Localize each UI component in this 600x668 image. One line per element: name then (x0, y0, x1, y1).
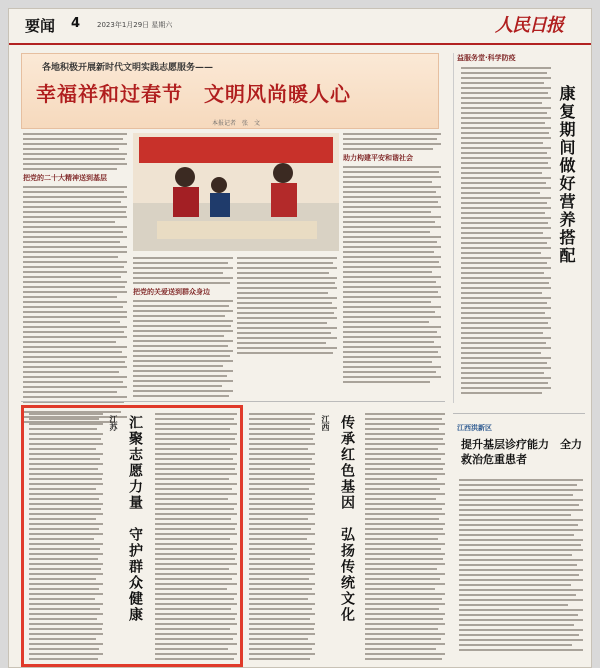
issue-date: 2023年1月29日 星期六 (97, 21, 173, 29)
lead-text-column-4 (343, 133, 441, 386)
section-divider (21, 401, 445, 402)
right-column-title: 益服务堂·科学防疫 (457, 54, 516, 62)
jiangxi-region-label: 江西 (321, 415, 331, 431)
lead-subhead-2: 把党的关爱送到群众身边 (133, 288, 210, 296)
lead-photo (133, 133, 339, 251)
lead-text-column-3 (237, 257, 337, 357)
lead-banner (21, 53, 439, 129)
volunteers-photo-illustration (133, 133, 339, 251)
lead-kicker: 各地积极开展新时代文明实践志愿服务—— (42, 63, 214, 73)
newspaper-logo: 人民日报 (495, 15, 563, 36)
jiangxi-text-column (249, 413, 315, 663)
jiangxi-news-headline: 提升基层诊疗能力 全力救治危重患者 (461, 438, 582, 466)
jiangsu-region-label: 江苏 (109, 415, 119, 431)
jiangsu-headline: 汇聚志愿力量 守护群众健康 (127, 415, 143, 623)
lead-subhead-1: 把党的二十大精神送到基层 (23, 174, 107, 182)
jiangxi-news-text-column (459, 479, 583, 654)
right-text-column (461, 67, 551, 397)
jiangsu-text-column-2 (155, 413, 237, 663)
jiangxi-headline: 传承红色基因 弘扬传统文化 (339, 415, 355, 623)
lead-text-column-1 (23, 133, 127, 426)
lead-headline: 幸福祥和过春节 文明风尚暖人心 (36, 82, 351, 106)
lead-text-column-2 (133, 257, 233, 400)
masthead (9, 9, 592, 45)
jiangsu-text-column (29, 413, 103, 663)
newspaper-page (8, 8, 592, 668)
jiangxi-news-section: 江西洪新区 (457, 424, 492, 432)
lead-subhead-3: 助力构建平安和谐社会 (343, 154, 413, 162)
section-name: 要闻 (25, 17, 56, 35)
right-column-headline: 康复期间做好营养搭配 (557, 85, 576, 265)
jiangxi-text-column-2 (365, 413, 445, 663)
right-section-divider (453, 413, 585, 414)
page-number: 4 (71, 16, 81, 31)
lead-byline: 本报记者 张 文 (212, 120, 261, 127)
